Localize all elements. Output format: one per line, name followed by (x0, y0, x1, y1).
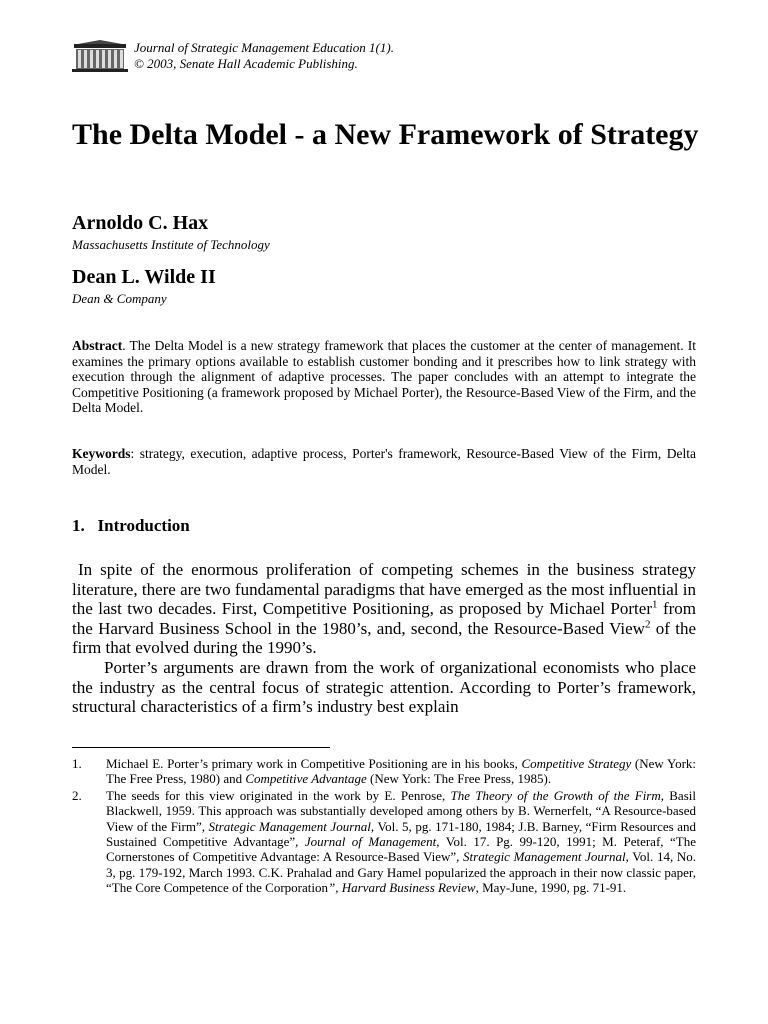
building-logo-icon (72, 40, 128, 72)
section-number: 1. (72, 516, 85, 535)
keywords-label: Keywords (72, 446, 131, 461)
paragraph-text: from the Harvard Business School in the 1980’s, and, second, the Resource-Based View (72, 599, 696, 638)
footnote-italic: , Journal of Management (295, 834, 437, 850)
keywords-text: : strategy, execution, adaptive process, Porter's framework, Resource-Based View of the Firm, Delta Model. (72, 446, 696, 477)
section-heading (72, 516, 190, 536)
abstract-text: . The Delta Model is a new strategy framework that places the customer at the center of management. It examines the primary options available to establish customer bonding and it prescribes how to link strategy with execution through the alignment of adaptive processes. The paper concludes with an attempt to integrate the Competitive Positioning (a framework proposed by Michael Porter), the Resource-Based View of the Firm, and the Delta Model. (72, 338, 696, 415)
footnote-italic: Competitive Advantage (245, 771, 367, 787)
paragraph (72, 560, 696, 658)
footnote-text: The seeds for this view originated in the work by E. Penrose, (106, 787, 451, 803)
journal-citation (134, 40, 394, 72)
paragraph: Porter’s arguments are drawn from the work of organizational economists who place the industry as the central focus of strategic attention. According to Porter’s framework, structural characteristics of a firm’s industry best explain (72, 657, 696, 717)
footnote-italic: The Theory of the Growth of the Firm (450, 787, 661, 803)
footnote-ref: 2 (644, 618, 651, 631)
author-affiliation: Dean & Company (72, 291, 167, 306)
footnote-italic: Competitive Strategy (521, 756, 632, 771)
author-name: Arnoldo C. Hax (72, 212, 209, 234)
footnote-italic: ”, Harvard Business Review (328, 880, 476, 896)
footnote-text: , May-June, 1990, pg. 71-91. (475, 880, 627, 896)
footnote-text: , Vol. 17. Pg. 99-120, 1991; M. Peteraf, “The Cornerstones of Competitive Advantage: A Resource-Based View” (106, 834, 696, 865)
copyright-line: © 2003, Senate Hall Academic Publishing. (134, 56, 358, 71)
footnote-italic: , Strategic Management Journal (456, 849, 626, 865)
paper-title: The Delta Model - a New Framework of Strategy (72, 118, 699, 151)
footnotes (72, 756, 696, 897)
abstract-label: Abstract (72, 338, 123, 353)
body-text (72, 560, 696, 717)
footnote-text: , Vol. 14, No. 3, pg. 179-192, March 1993. C.K. Prahalad and Gary Hamel popularized the approach in their now classic paper, “The Core Competence of the Corporation (106, 849, 696, 896)
keywords (72, 446, 696, 477)
footnote-text: (New York: The Free Press, 1980) and (106, 756, 697, 787)
paragraph-text: of the firm that evolved during the 1990’s. (72, 618, 696, 658)
author-name: Dean L. Wilde II (72, 266, 216, 288)
footnote-text: , Basil Blackwell, 1959. This approach was substantially developed among others by B. Wernerfelt, “A Resource-based View of the Firm” (106, 787, 696, 834)
footnote-text: (New York: The Free Press, 1985). (366, 771, 552, 787)
footnote (72, 788, 696, 896)
footnote-number: 2. (72, 787, 82, 803)
footnote-text: Vol. 5, pg. 171-180, 1984; J.B. Barney, “Firm Resources and Sustained Competitive Advantage” (106, 818, 696, 850)
footnote-number: 1. (72, 756, 82, 771)
section-title: Introduction (97, 516, 190, 535)
footnote (72, 756, 696, 787)
footnote-ref: 1 (651, 598, 658, 611)
author-affiliation: Massachusetts Institute of Technology (72, 237, 270, 252)
footnote-italic: , Strategic Management Journal, (201, 818, 375, 834)
paragraph-text: In spite of the enormous proliferation of competing schemes in the business strategy literature, there are two fundamental paradigms that have emerged as the most influential in the last two decades. First, Competitive Positioning, as proposed by Michael Porter (72, 560, 696, 619)
abstract (72, 338, 696, 416)
journal-name: Journal of Strategic Management Education 1(1). (134, 40, 394, 55)
footnote-divider (72, 747, 330, 748)
footnote-text: Michael E. Porter’s primary work in Competitive Positioning are in his books, (106, 756, 522, 771)
